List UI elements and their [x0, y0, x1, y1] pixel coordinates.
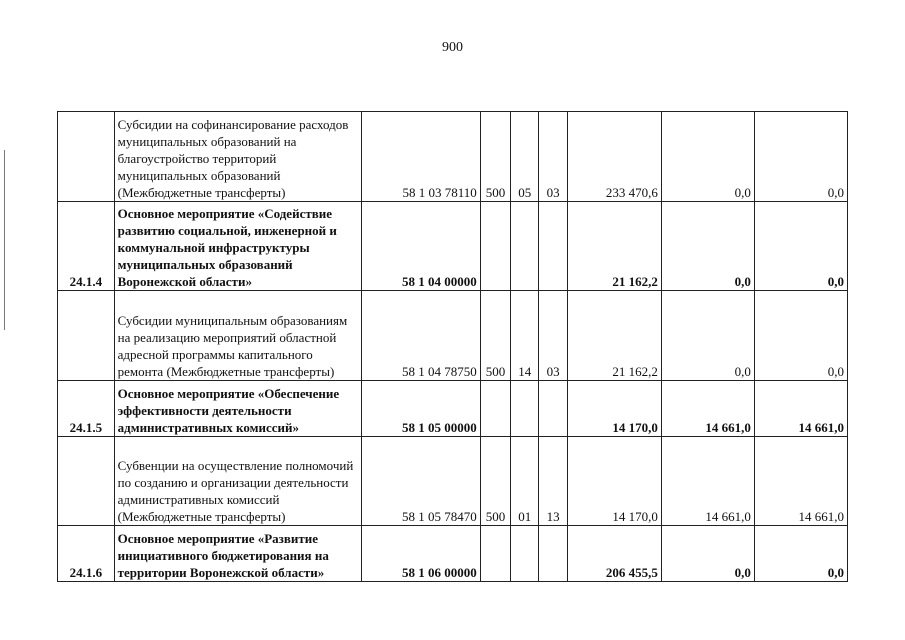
section	[511, 526, 539, 582]
amount-year-3: 14 661,0	[754, 437, 847, 526]
section	[511, 381, 539, 437]
amount-year-2: 0,0	[661, 526, 754, 582]
section: 05	[511, 112, 539, 202]
table-row	[58, 112, 848, 202]
expense-type	[480, 526, 510, 582]
expense-type: 500	[480, 112, 510, 202]
expense-type: 500	[480, 437, 510, 526]
expense-type	[480, 202, 510, 291]
section	[511, 202, 539, 291]
subsection: 13	[539, 437, 567, 526]
amount-year-1: 21 162,2	[567, 291, 661, 381]
table-row	[58, 526, 848, 582]
target-code: 58 1 04 78750	[362, 291, 480, 381]
subsection	[539, 526, 567, 582]
amount-year-1: 14 170,0	[567, 381, 661, 437]
row-number: 24.1.4	[58, 202, 115, 291]
row-number	[58, 112, 115, 202]
budget-table	[57, 111, 848, 582]
margin-line	[4, 150, 5, 330]
amount-year-1: 206 455,5	[567, 526, 661, 582]
amount-year-2: 0,0	[661, 112, 754, 202]
target-code: 58 1 04 00000	[362, 202, 480, 291]
amount-year-2: 0,0	[661, 291, 754, 381]
row-name: Субвенции на осуществление полномочий по созданию и организации деятельности административных комиссий (Межбюджетные трансферты)	[114, 437, 362, 526]
amount-year-2: 14 661,0	[661, 437, 754, 526]
target-code: 58 1 06 00000	[362, 526, 480, 582]
row-name: Основное мероприятие «Содействие развитию социальной, инженерной и коммунальной инфраструктуры муниципальных образований Воронежской области»	[114, 202, 362, 291]
row-name: Субсидии муниципальным образованиям на реализацию мероприятий областной адресной программы капитального ремонта (Межбюджетные трансферты)	[114, 291, 362, 381]
table-row	[58, 381, 848, 437]
target-code: 58 1 03 78110	[362, 112, 480, 202]
section: 01	[511, 437, 539, 526]
page-number: 900	[442, 40, 463, 55]
row-number	[58, 437, 115, 526]
expense-type	[480, 381, 510, 437]
row-number: 24.1.6	[58, 526, 115, 582]
row-name: Основное мероприятие «Развитие инициативного бюджетирования на территории Воронежской области»	[114, 526, 362, 582]
amount-year-1: 233 470,6	[567, 112, 661, 202]
section: 14	[511, 291, 539, 381]
table-row	[58, 291, 848, 381]
amount-year-2: 14 661,0	[661, 381, 754, 437]
amount-year-3: 0,0	[754, 202, 847, 291]
table-row	[58, 202, 848, 291]
subsection: 03	[539, 112, 567, 202]
amount-year-3: 0,0	[754, 112, 847, 202]
row-name: Основное мероприятие «Обеспечение эффективности деятельности административных комиссий»	[114, 381, 362, 437]
target-code: 58 1 05 00000	[362, 381, 480, 437]
subsection: 03	[539, 291, 567, 381]
row-number: 24.1.5	[58, 381, 115, 437]
amount-year-3: 0,0	[754, 526, 847, 582]
table-row	[58, 437, 848, 526]
expense-type: 500	[480, 291, 510, 381]
row-number	[58, 291, 115, 381]
amount-year-1: 21 162,2	[567, 202, 661, 291]
subsection	[539, 202, 567, 291]
amount-year-3: 0,0	[754, 291, 847, 381]
row-name: Субсидии на софинансирование расходов муниципальных образований на благоустройство территорий муниципальных образований (Межбюджетные трансферты)	[114, 112, 362, 202]
target-code: 58 1 05 78470	[362, 437, 480, 526]
subsection	[539, 381, 567, 437]
amount-year-3: 14 661,0	[754, 381, 847, 437]
amount-year-2: 0,0	[661, 202, 754, 291]
amount-year-1: 14 170,0	[567, 437, 661, 526]
